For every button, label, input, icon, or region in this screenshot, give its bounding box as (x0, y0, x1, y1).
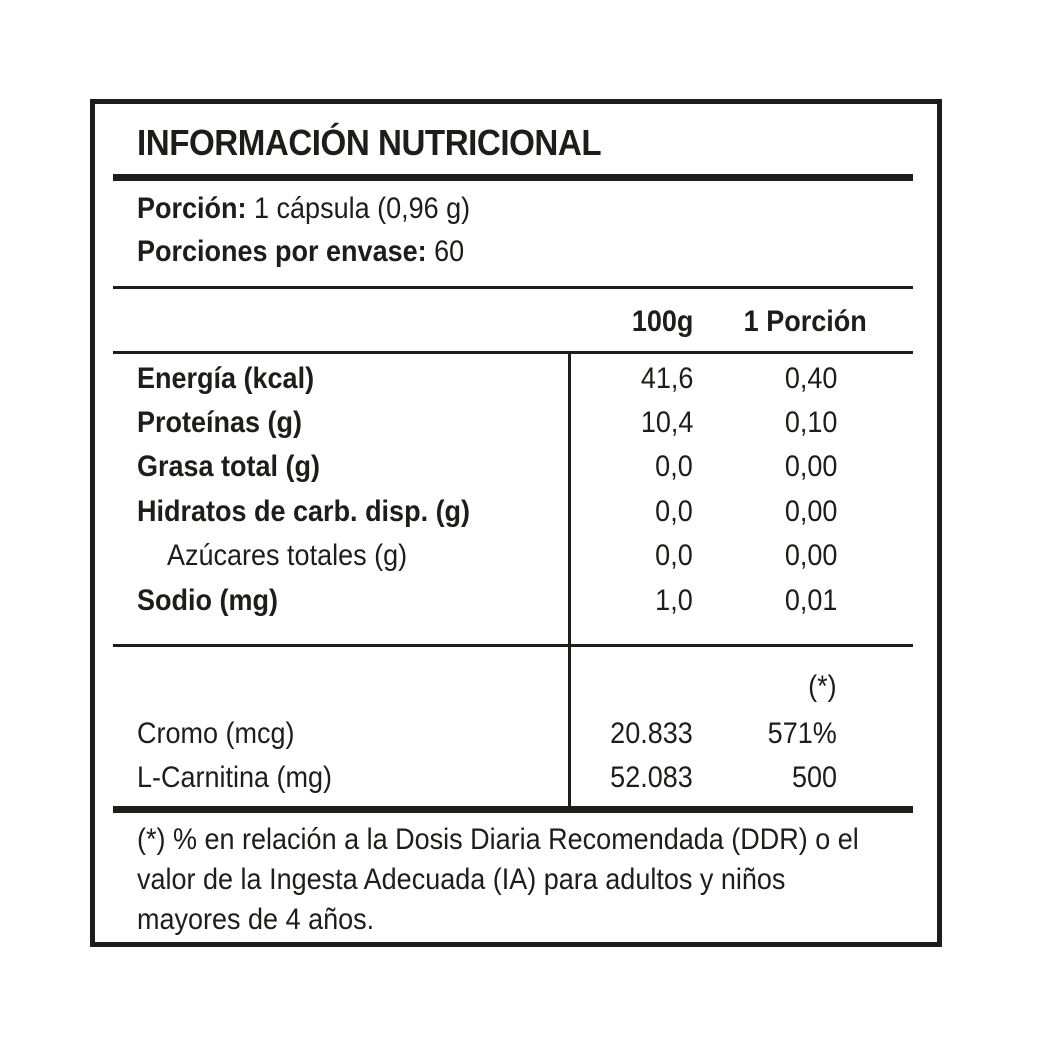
nutrient-name: Hidratos de carb. disp. (g) (137, 495, 471, 528)
nutrient-value-portion: 0,10 (784, 406, 837, 439)
title-divider (113, 174, 913, 181)
nutrient-value-portion: 0,00 (784, 450, 837, 483)
ddr-marker: (*) (808, 670, 837, 703)
nutrient-value-portion: 0,40 (784, 362, 837, 395)
extra-name: L-Carnitina (mg) (137, 761, 333, 794)
extra-value-100g: 20.833 (610, 717, 693, 750)
extra-value-portion: 500 (791, 761, 837, 794)
servings-row (137, 235, 464, 269)
nutrient-value-100g: 0,0 (655, 539, 693, 572)
footnote-line: valor de la Ingesta Adecuada (IA) para adultos y niños (137, 863, 786, 896)
nutrient-value-100g: 0,0 (655, 450, 693, 483)
header-divider (113, 351, 913, 354)
portion-value: 1 cápsula (0,96 g) (254, 192, 471, 225)
portion-row (137, 192, 470, 226)
nutrient-name: Proteínas (g) (137, 406, 303, 439)
nutrient-name: Sodio (mg) (137, 584, 278, 617)
nutrient-divider (113, 644, 913, 647)
portion-label: Porción: (137, 192, 247, 225)
footnote-line: (*) % en relación a la Dosis Diaria Recomendada (DDR) o el (137, 823, 859, 856)
nutrient-value-100g: 41,6 (640, 362, 693, 395)
label-title: INFORMACIÓN NUTRICIONAL (137, 122, 602, 163)
nutrient-name: Grasa total (g) (137, 450, 321, 483)
extra-value-portion: 571% (767, 717, 837, 750)
nutrient-value-portion: 0,00 (784, 539, 837, 572)
column-separator (568, 351, 571, 809)
nutrition-label (90, 99, 942, 947)
column-header-portion: 1 Porción (743, 305, 867, 338)
nutrient-value-100g: 10,4 (640, 406, 693, 439)
servings-value: 60 (434, 235, 465, 268)
servings-label: Porciones por envase: (137, 235, 427, 268)
extra-value-100g: 52.083 (610, 761, 693, 794)
footnote-line: mayores de 4 años. (137, 903, 375, 936)
extra-name: Cromo (mcg) (137, 717, 295, 750)
nutrient-value-100g: 1,0 (655, 584, 693, 617)
nutrient-name: Azúcares totales (g) (167, 539, 408, 572)
column-header-100g: 100g (631, 305, 693, 338)
footnote-divider (113, 806, 913, 813)
nutrient-value-portion: 0,01 (784, 584, 837, 617)
nutrient-value-100g: 0,0 (655, 495, 693, 528)
nutrient-value-portion: 0,00 (784, 495, 837, 528)
nutrient-name: Energía (kcal) (137, 362, 315, 395)
serving-divider (113, 286, 913, 289)
